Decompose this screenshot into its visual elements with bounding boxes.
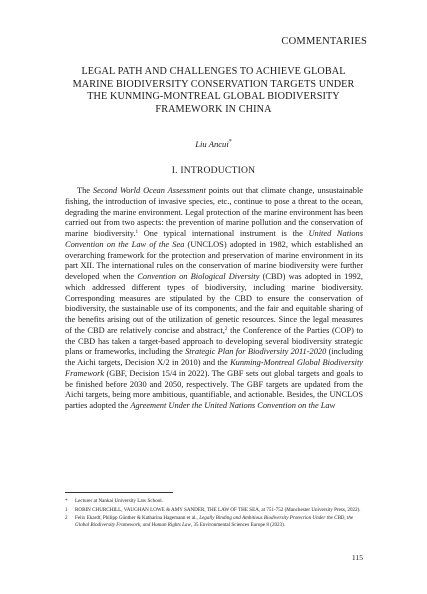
italic-title: Strategic Plan for Biodiversity 2011-2020 xyxy=(185,347,327,357)
text-run: the Conference of the Parties (COP) to the CBD has taken a target-based approach to developing several biodiversity strategic plans or frameworks, including the xyxy=(65,325,363,357)
title-line: THE KUNMING-MONTREAL GLOBAL BIODIVERSITY xyxy=(87,91,340,103)
italic-title: Legally Binding and Ambitious Biodiversity Protection Under the CBD, the Global Biodiversity Framework, and Human Rights Law xyxy=(75,515,354,529)
text-run: The xyxy=(77,186,93,195)
italic-title: United Nations Convention on the Law of the Sea xyxy=(65,229,363,249)
text-run: (including the Aichi targets, Decision X/2 in 2010) and the xyxy=(65,347,363,367)
text-run: points out that climate change, unsustainable fishing, the introduction of invasive species, etc., continue to pose a threat to the ocean, degrading the marine environment. Legal protection of the marine environment has been carried out from two aspects: the prevention of marine pollution and the conservation of marine biodiversity. xyxy=(65,186,363,238)
title-line: MARINE BIODIVERSITY CONSERVATION TARGETS UNDER xyxy=(72,78,355,90)
body-paragraph xyxy=(65,186,363,412)
footnote-text: ROBIN CHURCHILL, VAUGHAN LOWE & AMY SANDER, THE LAW OF THE SEA, at 751-752 (Manchester University Press, 2022). xyxy=(75,506,361,513)
section-heading: I. INTRODUCTION xyxy=(171,165,256,176)
text-run: (CBD) was adopted in 1992, which addressed different types of biodiversity, including marine biodiversity. Corresponding measures are stipulated by the CBD to ensure the conservation of biodiversity, the sustainable use of its components, and the fair and equitable sharing of the benefits arising out of the utilization of genetic resources. Since the legal measures of the CBD are relatively concise and abstract, xyxy=(65,272,363,335)
footnote-number: 1 xyxy=(65,506,68,513)
title-line: LEGAL PATH AND CHALLENGES TO ACHIEVE GLOBAL xyxy=(81,66,346,77)
paragraph-text xyxy=(65,186,363,412)
footnote xyxy=(65,498,363,505)
running-header: COMMENTARIES xyxy=(281,36,367,47)
italic-title: Second World Ocean Assessment xyxy=(92,186,206,195)
italic-title: Convention on Biological Diversity xyxy=(137,272,260,281)
article-title xyxy=(56,66,371,116)
footnote-ref[interactable]: 2 xyxy=(224,325,228,332)
author-footnote-marker: * xyxy=(228,139,232,146)
italic-title: Kunming-Montreal Global Biodiversity Framework xyxy=(65,358,363,378)
text-run: (UNCLOS) adopted in 1982, which established an overarching framework for the protection and preservation of marine environment in its part XII. The international rules on the conservation of marine biodiversity were further developed when the xyxy=(65,239,363,281)
page-number: 115 xyxy=(351,553,363,562)
author-name: Liu Ancui xyxy=(195,139,229,149)
footnote xyxy=(65,515,363,529)
italic-title: Agreement Under the United Nations Convention on the Law xyxy=(130,401,336,410)
text-run: , 35 Environmental Sciences Europe 8 (2023). xyxy=(190,522,286,529)
author-line xyxy=(56,139,371,149)
text-run: (GBF, Decision 15/4 in 2022). The GBF sets out global targets and goals to be finished before 2030 and 2050, respectively. The GBF targets are updated from the Aichi targets, being more ambitious, quantifiable, and actionable. Besides, the UNCLOS parties adopted the xyxy=(65,368,363,410)
footnote xyxy=(65,507,363,514)
footnote-text: Lecturer at Nankai University Law School. xyxy=(75,498,163,504)
footnote-number: * xyxy=(65,498,68,504)
footnotes xyxy=(65,498,363,531)
footnote-text xyxy=(75,515,363,529)
footnote-separator xyxy=(65,492,173,493)
footnote-number: 2 xyxy=(65,515,68,522)
text-run: Felix Ekardt, Philipp Günther & Katharina Hagemann et al., xyxy=(75,515,200,522)
footnote-ref[interactable]: 1 xyxy=(135,229,139,235)
text-run: One typical international instrument is the xyxy=(138,229,309,238)
title-line: FRAMEWORK IN CHINA xyxy=(155,103,272,115)
